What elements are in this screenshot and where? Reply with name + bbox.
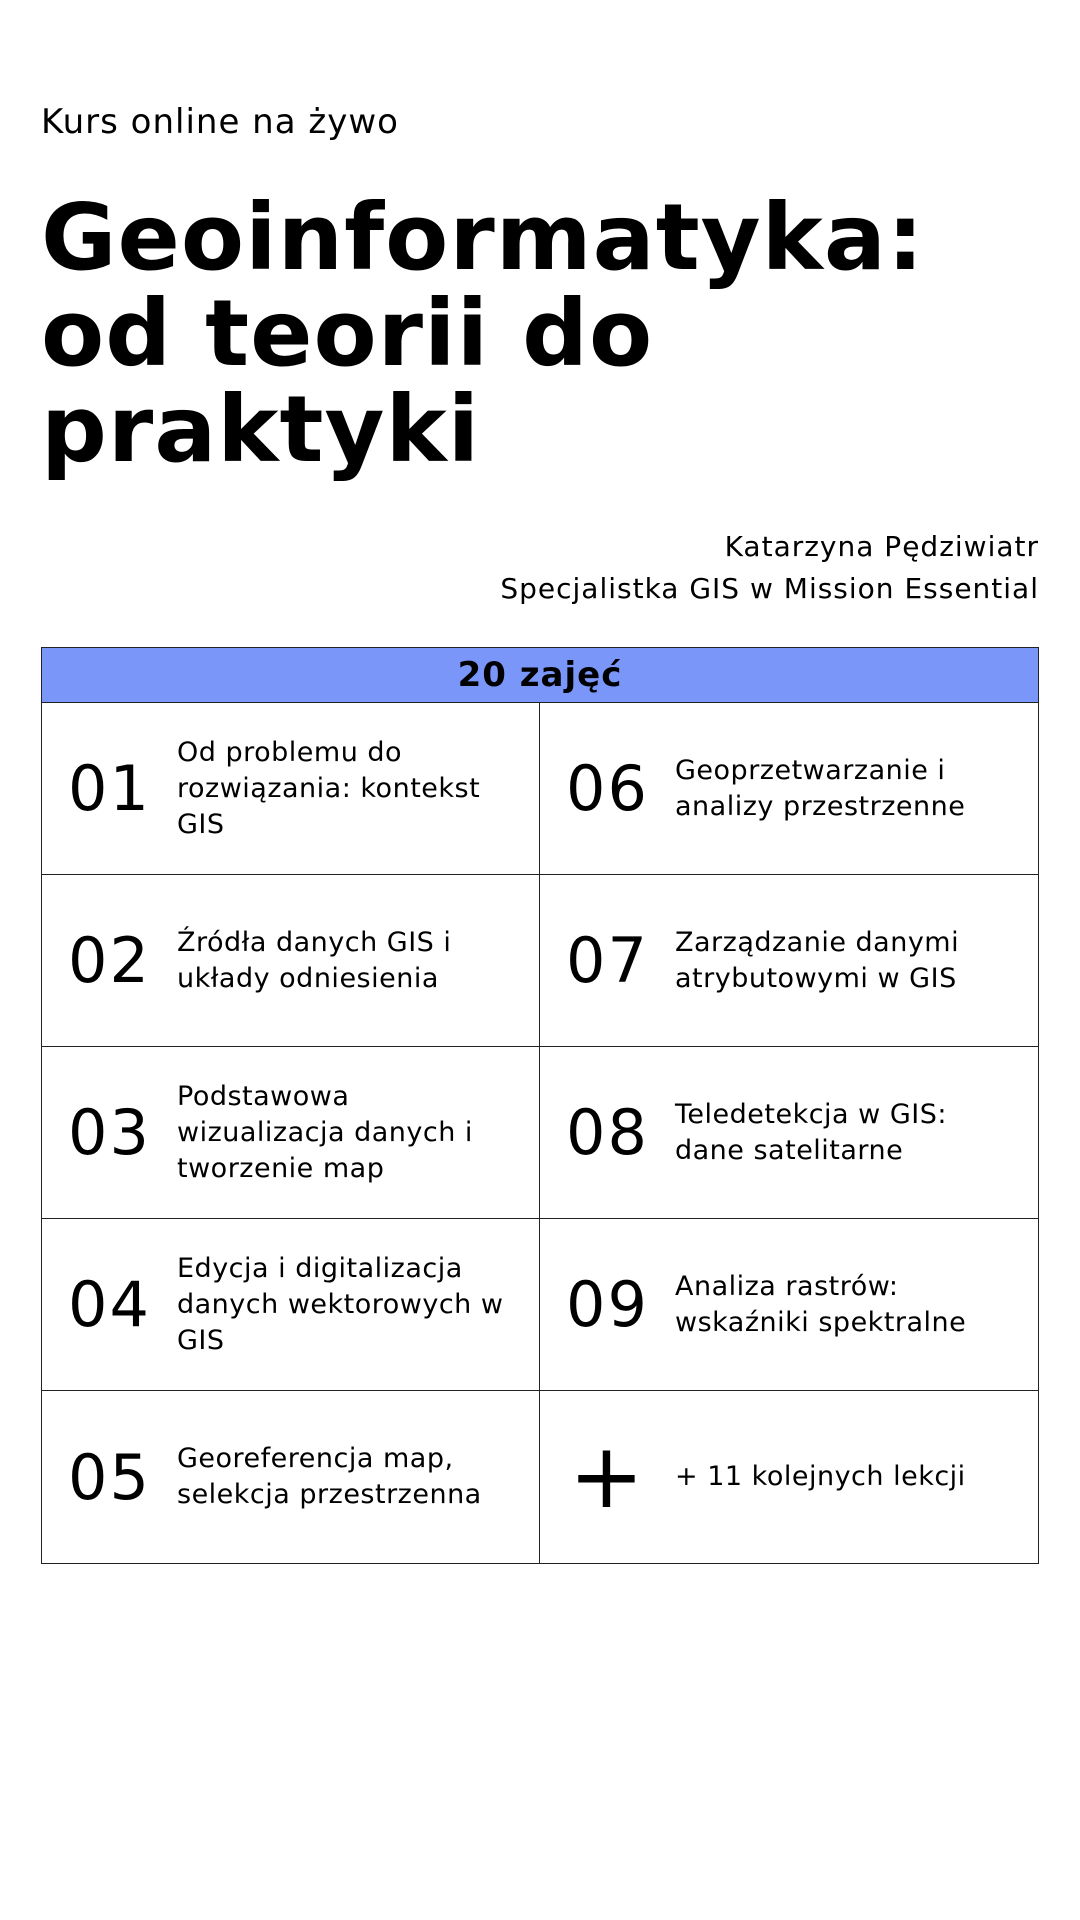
lesson-cell [540, 703, 1038, 875]
lesson-cell [42, 1047, 540, 1219]
lesson-number: 07 [566, 924, 649, 997]
lesson-title: Źródła danych GIS i układy odniesienia [177, 926, 452, 994]
lessons-grid [42, 703, 1038, 1563]
lesson-number: 09 [566, 1268, 649, 1341]
lesson-cell [42, 1391, 540, 1563]
lesson-number: 06 [566, 752, 649, 825]
course-format-label: Kurs online na żywo [41, 102, 399, 142]
lesson-number: 03 [68, 1096, 151, 1169]
more-lessons-label: + 11 kolejnych lekcji [675, 1461, 966, 1492]
lessons-table [41, 647, 1039, 1564]
lesson-title: Zarządzanie danymi atrybutowymi w GIS [675, 926, 960, 994]
lesson-number: 05 [68, 1440, 151, 1514]
lesson-title: Podstawowa wizualizacja danych i tworzenie map [177, 1080, 473, 1184]
lesson-title: Geoprzetwarzanie i analizy przestrzenne [675, 754, 966, 822]
lesson-cell [540, 1219, 1038, 1391]
instructor-name: Katarzyna Pędziwiatr [724, 530, 1039, 563]
course-title-line-1: Geoinformatyka: [41, 184, 925, 291]
instructor-role: Specjalistka GIS w Mission Essential [500, 572, 1039, 605]
course-title-line-3: praktyki [41, 376, 481, 483]
lesson-title: Analiza rastrów: wskaźniki spektralne [675, 1270, 967, 1338]
lesson-cell [540, 1047, 1038, 1219]
lesson-title: Od problemu do rozwiązania: kontekst GIS [177, 736, 481, 840]
lesson-title: Georeferencja map, selekcja przestrzenna [177, 1443, 482, 1510]
lesson-title: Teledetekcja w GIS: dane satelitarne [675, 1098, 947, 1166]
course-title-line-2: od teorii do [41, 280, 654, 387]
instructor-info [500, 526, 1039, 610]
lesson-number: 01 [68, 752, 151, 825]
lesson-cell [42, 1219, 540, 1391]
course-title [41, 184, 1061, 483]
more-lessons-cell [540, 1391, 1038, 1563]
lesson-cell [540, 875, 1038, 1047]
lesson-number: 04 [68, 1268, 151, 1341]
lesson-number: 02 [68, 924, 151, 997]
lesson-number: 08 [566, 1096, 649, 1169]
lessons-count-header: 20 zajęć [42, 648, 1038, 703]
plus-icon: + [568, 1424, 647, 1529]
lesson-cell [42, 703, 540, 875]
lesson-cell [42, 875, 540, 1047]
lesson-title: Edycja i digitalizacja danych wektorowych w GIS [177, 1252, 504, 1356]
